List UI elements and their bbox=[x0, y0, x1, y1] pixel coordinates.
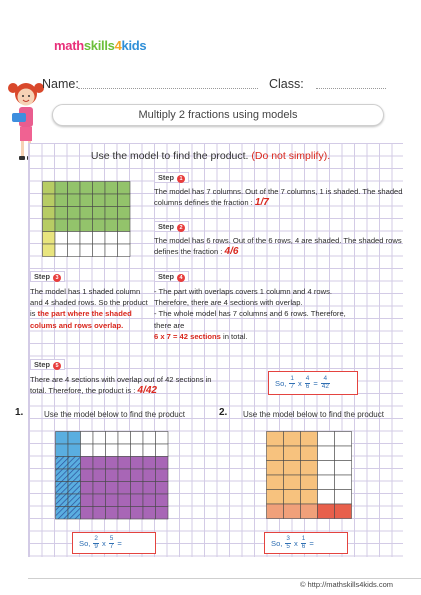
question-2-f1-den: 5 bbox=[286, 542, 290, 550]
question-1-model-cell bbox=[106, 444, 119, 457]
step-2-body bbox=[154, 235, 404, 257]
question-1-model-cell bbox=[106, 469, 119, 482]
question-1-model-cell bbox=[118, 457, 131, 470]
logo-part-1: math bbox=[54, 38, 84, 53]
example-so-label: So, bbox=[275, 378, 287, 388]
question-2-model-cell bbox=[267, 475, 284, 490]
example-model-cell bbox=[105, 219, 118, 232]
example-model-cell bbox=[68, 232, 81, 245]
question-2-equals: = bbox=[309, 538, 314, 548]
example-model-cell bbox=[93, 232, 106, 245]
question-1-equals: = bbox=[117, 538, 122, 548]
step-2-fraction: 4/6 bbox=[224, 246, 239, 258]
question-2-model-cell bbox=[335, 475, 352, 490]
step-1-number: 1 bbox=[177, 175, 185, 183]
question-1-model-cell bbox=[118, 469, 131, 482]
logo-part-3: 4 bbox=[114, 38, 122, 53]
question-1-model-cell bbox=[143, 482, 156, 495]
question-2-text: Use the model below to find the product bbox=[243, 410, 384, 419]
question-1-model-cell bbox=[93, 444, 106, 457]
example-model-cells bbox=[43, 182, 131, 257]
question-2-model-cell bbox=[301, 461, 318, 476]
question-1-text: Use the model below to find the product bbox=[44, 410, 185, 419]
question-1-model-cell bbox=[68, 507, 81, 520]
question-1-model-cell bbox=[56, 432, 69, 445]
example-f2-num: 4 bbox=[305, 375, 310, 382]
name-field[interactable] bbox=[78, 88, 258, 89]
example-model-cell bbox=[118, 182, 131, 195]
example-model-cell bbox=[55, 232, 68, 245]
question-1-model-cell bbox=[131, 482, 144, 495]
question-1-model-cell bbox=[156, 457, 169, 470]
step-3-body bbox=[30, 286, 148, 331]
step-5-number: 5 bbox=[53, 362, 61, 370]
question-1-model-cell bbox=[143, 469, 156, 482]
example-model-cell bbox=[93, 219, 106, 232]
example-model-cell bbox=[80, 232, 93, 245]
question-1-model-cell bbox=[131, 507, 144, 520]
step-4-after: in total. bbox=[220, 331, 248, 341]
question-2-model-cell bbox=[335, 504, 352, 519]
example-model-cell bbox=[43, 194, 56, 207]
example-model-cell bbox=[118, 219, 131, 232]
step-1-label bbox=[154, 172, 189, 183]
example-f1-den: 7 bbox=[290, 382, 294, 390]
question-2-model-cell bbox=[318, 432, 335, 447]
question-1-model-cell bbox=[81, 469, 94, 482]
question-1-model-cell bbox=[56, 507, 69, 520]
example-model-cell bbox=[80, 182, 93, 195]
instruction-note: (Do not simplify). bbox=[251, 150, 331, 162]
question-2-fraction-1 bbox=[285, 536, 291, 550]
question-1-model-cell bbox=[118, 494, 131, 507]
step-5-text: Step bbox=[34, 360, 51, 369]
example-model-cell bbox=[68, 207, 81, 220]
example-model-cell bbox=[105, 232, 118, 245]
example-model-cell bbox=[55, 207, 68, 220]
question-1-model-cell bbox=[156, 469, 169, 482]
name-class-row bbox=[40, 77, 412, 93]
question-2-f1-num: 3 bbox=[286, 535, 290, 542]
example-equals: = bbox=[313, 378, 318, 388]
class-field[interactable] bbox=[316, 88, 386, 89]
step-4-label bbox=[154, 271, 189, 282]
question-1-model-cell bbox=[68, 494, 81, 507]
question-1-model-cell bbox=[106, 457, 119, 470]
example-result bbox=[321, 376, 330, 390]
question-2-times: x bbox=[293, 538, 298, 548]
step-5-body bbox=[30, 374, 230, 396]
question-2-model-cell bbox=[267, 504, 284, 519]
question-2-model-cell bbox=[284, 446, 301, 461]
example-model-cell bbox=[105, 194, 118, 207]
example-model-cell bbox=[118, 207, 131, 220]
example-model-cell bbox=[68, 219, 81, 232]
example-fraction-1 bbox=[289, 376, 295, 390]
question-2-model-cell bbox=[284, 461, 301, 476]
step-4-number: 4 bbox=[177, 274, 185, 282]
step-1-text: Step bbox=[158, 173, 175, 182]
step-1-body bbox=[154, 186, 404, 208]
question-2-model-cell bbox=[301, 490, 318, 505]
logo bbox=[54, 38, 146, 53]
question-1-f1-num: 2 bbox=[94, 535, 98, 542]
question-1-model-cell bbox=[56, 457, 69, 470]
example-f2-den: 6 bbox=[305, 382, 310, 390]
question-1-model-cell bbox=[156, 507, 169, 520]
step-3-text: Step bbox=[34, 272, 51, 281]
question-2-so-label: So, bbox=[271, 538, 283, 548]
question-1-model-cell bbox=[143, 507, 156, 520]
step-2-text: Step bbox=[158, 222, 175, 231]
question-1-model-cell bbox=[143, 457, 156, 470]
example-model-cell bbox=[93, 182, 106, 195]
example-model-cell bbox=[68, 194, 81, 207]
question-1-fraction-1 bbox=[93, 536, 99, 550]
question-1-model-cell bbox=[143, 444, 156, 457]
question-1-model-cell bbox=[68, 457, 81, 470]
question-1-model-cell bbox=[143, 494, 156, 507]
example-times: x bbox=[297, 378, 302, 388]
question-2-model-cell bbox=[301, 432, 318, 447]
question-1-f2-num: 5 bbox=[109, 535, 114, 542]
question-2-model-cells bbox=[267, 432, 352, 519]
question-2-model-cell bbox=[284, 490, 301, 505]
step-2-description: The model has 6 rows. Out of the 6 rows, 4 are shaded. The shaded rows defines the fraction : bbox=[154, 236, 402, 257]
question-1-model-cell bbox=[81, 432, 94, 445]
example-answer-box bbox=[268, 371, 358, 395]
step-1-description: The model has 7 columns. Out of the 7 columns, 1 is shaded. The shaded columns defines the fraction : bbox=[154, 187, 403, 208]
step-1-fraction: 1/7 bbox=[254, 197, 269, 209]
example-model-cell bbox=[55, 182, 68, 195]
question-1-model-cell bbox=[93, 507, 106, 520]
example-model-cell bbox=[68, 182, 81, 195]
question-1-model-cell bbox=[56, 469, 69, 482]
example-model-cell bbox=[43, 207, 56, 220]
question-2-model-cell bbox=[267, 446, 284, 461]
question-2-model bbox=[266, 431, 356, 521]
question-1-model bbox=[55, 431, 169, 521]
question-2-model-cell bbox=[318, 504, 335, 519]
question-1-model-cell bbox=[81, 494, 94, 507]
instruction-text: Use the model to find the product. bbox=[90, 150, 249, 162]
step-4-body bbox=[154, 286, 350, 342]
question-1-model-cell bbox=[131, 494, 144, 507]
question-1-model-cell bbox=[131, 444, 144, 457]
question-1-model-cell bbox=[131, 469, 144, 482]
question-2-model-cell bbox=[284, 475, 301, 490]
question-2-model-cell bbox=[318, 461, 335, 476]
question-1-model-cell bbox=[93, 494, 106, 507]
question-2-number: 2. bbox=[219, 407, 228, 418]
question-2-model-cell bbox=[335, 461, 352, 476]
question-1-model-cell bbox=[156, 482, 169, 495]
example-model-cell bbox=[43, 244, 56, 257]
question-1-model-cell bbox=[131, 457, 144, 470]
question-2-model-cell bbox=[267, 490, 284, 505]
example-model-cell bbox=[55, 219, 68, 232]
question-1-model-cell bbox=[106, 482, 119, 495]
question-1-f1-den: 9 bbox=[94, 542, 98, 550]
question-1-model-cell bbox=[106, 494, 119, 507]
example-model-cell bbox=[55, 194, 68, 207]
example-model-cell bbox=[55, 244, 68, 257]
step-5-fraction: 4/42 bbox=[137, 385, 157, 397]
example-model-cell bbox=[80, 219, 93, 232]
question-1-model-cell bbox=[93, 469, 106, 482]
question-2-model-cell bbox=[318, 446, 335, 461]
step-3-label bbox=[30, 271, 65, 282]
example-model-cell bbox=[118, 244, 131, 257]
question-1-model-cells bbox=[56, 432, 169, 520]
example-model-cell bbox=[105, 244, 118, 257]
question-1-model-cell bbox=[131, 432, 144, 445]
step-5-description: There are 4 sections with overlap out of 42 sections in total. Therefore, the product is : bbox=[30, 375, 212, 396]
question-1-model-cell bbox=[93, 457, 106, 470]
question-1-model-cell bbox=[143, 432, 156, 445]
step-4-text: Step bbox=[158, 272, 175, 281]
example-model-cell bbox=[80, 194, 93, 207]
step-3-number: 3 bbox=[53, 274, 61, 282]
question-2-f2-num: 1 bbox=[301, 535, 306, 542]
question-2-model-cell bbox=[284, 432, 301, 447]
question-1-model-cell bbox=[68, 444, 81, 457]
question-1-model-cell bbox=[56, 494, 69, 507]
page-title: Multiply 2 fractions using models bbox=[52, 104, 384, 126]
class-label: Class: bbox=[269, 77, 304, 91]
example-model-cell bbox=[43, 182, 56, 195]
question-2-model-cell bbox=[284, 504, 301, 519]
question-2-model-cell bbox=[267, 432, 284, 447]
question-1-model-cell bbox=[81, 482, 94, 495]
logo-part-4: kids bbox=[121, 38, 147, 53]
question-1-model-cell bbox=[81, 507, 94, 520]
question-1-model-cell bbox=[93, 432, 106, 445]
question-2-model-cell bbox=[301, 504, 318, 519]
step-4-line-1: - The part with overlaps covers 1 column and 4 rows. Therefore, there are 4 sections with overlap. bbox=[154, 287, 332, 308]
step-4-equation: 6 x 7 = 42 sections bbox=[154, 331, 221, 341]
step-5-label bbox=[30, 359, 65, 370]
example-res-num: 4 bbox=[321, 376, 330, 384]
question-1-model-cell bbox=[68, 482, 81, 495]
question-2-answer-box[interactable] bbox=[264, 532, 348, 554]
example-model-cell bbox=[93, 244, 106, 257]
footer bbox=[0, 572, 421, 595]
question-1-model-cell bbox=[118, 482, 131, 495]
question-2-fraction-2 bbox=[301, 536, 307, 550]
question-1-times: x bbox=[101, 538, 106, 548]
question-1-model-cell bbox=[56, 482, 69, 495]
question-2-model-cell bbox=[267, 461, 284, 476]
example-model-cell bbox=[80, 244, 93, 257]
example-model-cell bbox=[118, 194, 131, 207]
question-2-model-cell bbox=[318, 490, 335, 505]
question-1-number: 1. bbox=[15, 407, 24, 418]
example-model-cell bbox=[68, 244, 81, 257]
example-model bbox=[42, 181, 132, 259]
question-1-model-cell bbox=[81, 444, 94, 457]
example-model-cell bbox=[93, 207, 106, 220]
example-f1-num: 1 bbox=[290, 375, 294, 382]
question-2-f2-den: 6 bbox=[301, 542, 306, 550]
step-4-line-2: - The whole model has 7 columns and 6 rows. Therefore, there are bbox=[154, 309, 346, 330]
example-model-cell bbox=[43, 219, 56, 232]
example-res-den: 42 bbox=[321, 382, 329, 390]
question-1-model-cell bbox=[118, 444, 131, 457]
question-2-model-cell bbox=[301, 475, 318, 490]
question-1-answer-box[interactable] bbox=[72, 532, 156, 554]
example-model-cell bbox=[118, 232, 131, 245]
question-1-model-cell bbox=[106, 432, 119, 445]
example-model-cell bbox=[80, 207, 93, 220]
question-1-model-cell bbox=[118, 507, 131, 520]
question-2-model-cell bbox=[335, 432, 352, 447]
question-1-model-cell bbox=[93, 482, 106, 495]
footer-link[interactable]: © http://mathskills4kids.com bbox=[296, 580, 397, 589]
question-1-model-cell bbox=[118, 432, 131, 445]
step-4-line-3 bbox=[154, 331, 350, 342]
question-2-model-cell bbox=[301, 446, 318, 461]
example-fraction-2 bbox=[305, 376, 311, 390]
question-1-model-cell bbox=[68, 432, 81, 445]
logo-part-2: skills bbox=[83, 38, 115, 53]
question-1-model-cell bbox=[156, 444, 169, 457]
question-1-f2-den: 7 bbox=[109, 542, 114, 550]
example-model-cell bbox=[105, 182, 118, 195]
question-2-model-cell bbox=[335, 490, 352, 505]
question-1-model-cell bbox=[81, 457, 94, 470]
step-2-number: 2 bbox=[177, 224, 185, 232]
question-1-model-cell bbox=[156, 494, 169, 507]
step-2-label bbox=[154, 221, 189, 232]
question-1-model-cell bbox=[156, 432, 169, 445]
example-model-cell bbox=[43, 232, 56, 245]
instruction bbox=[0, 150, 421, 162]
footer-divider bbox=[28, 578, 421, 579]
question-1-so-label: So, bbox=[79, 538, 91, 548]
question-1-fraction-2 bbox=[109, 536, 115, 550]
step-3-description: The model has 1 shaded column and 4 shaded rows. So the product is bbox=[30, 287, 148, 319]
question-1-model-cell bbox=[68, 469, 81, 482]
question-2-model-cell bbox=[335, 446, 352, 461]
name-label: Name: bbox=[42, 77, 79, 91]
example-model-cell bbox=[105, 207, 118, 220]
example-model-cell bbox=[93, 194, 106, 207]
step-3-highlight: the part where the shaded colums and rows overlap. bbox=[30, 309, 132, 330]
question-2-model-cell bbox=[318, 475, 335, 490]
question-1-model-cell bbox=[106, 507, 119, 520]
question-1-model-cell bbox=[56, 444, 69, 457]
